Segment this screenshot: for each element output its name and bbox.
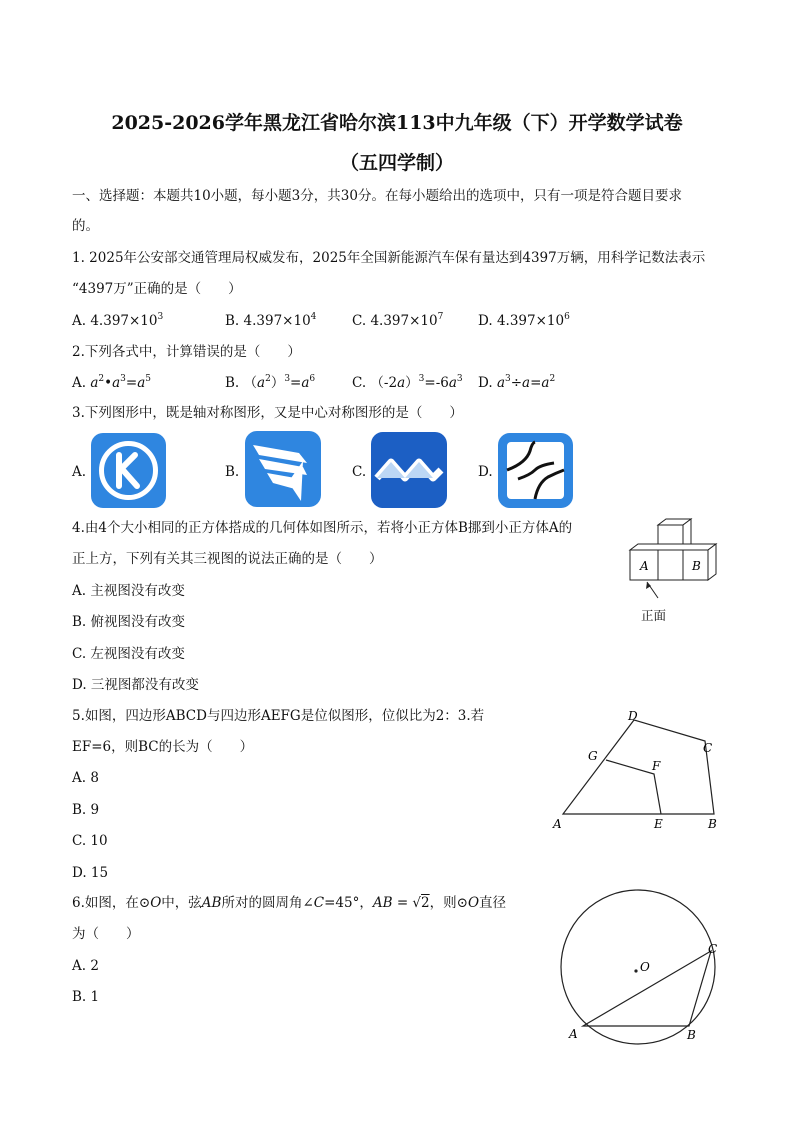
q3-option-d-label[interactable]: D. [478, 464, 493, 480]
q6-option-b[interactable]: B. 1 [72, 989, 100, 1005]
cube-middle-front [658, 550, 683, 580]
bottom-row-top [630, 544, 716, 550]
cube-label-b: B [692, 559, 701, 573]
quad-abcd [563, 720, 714, 814]
label-f: F [652, 759, 661, 773]
label-e: E [654, 817, 663, 831]
section-header-line2: 的。 [72, 218, 99, 234]
q1-stem-line2: “4397万”正确的是（ ） [72, 281, 242, 297]
q5-option-c[interactable]: C. 10 [72, 833, 108, 849]
page-title: 2025-2026学年黑龙江省哈尔滨113中九年级（下）开学数学试卷 [111, 112, 683, 134]
q3-option-a-label[interactable]: A. [72, 464, 87, 480]
q1-option-d[interactable]: D. $4.397\times 10^6$ [478, 312, 570, 329]
q4-stem-line2: 正上方，下列有关其三视图的说法正确的是（ ） [72, 551, 383, 567]
q3-stem: 3.下列图形中，既是轴对称图形，又是中心对称图形的是（ ） [72, 405, 463, 421]
q4-option-c[interactable]: C. 左视图没有改变 [72, 646, 185, 662]
q5-stem-line2: EF=6，则BC的长为（ ） [72, 739, 254, 755]
label-g: G [588, 749, 598, 763]
q1-stem-line1: 1. 2025年公安部交通管理局权威发布，2025年全国新能源汽车保有量达到4397万辆，用科学记数法表示 [72, 250, 706, 266]
circle-o [561, 890, 718, 1044]
q1-option-a[interactable]: A. $4.397\times 10^3$ [72, 312, 164, 329]
pinwheel-logo-icon[interactable] [498, 433, 573, 508]
label-o: O [640, 960, 650, 974]
label-a: A [553, 817, 562, 831]
q3-option-c-label[interactable]: C. [352, 464, 367, 480]
section-header [72, 186, 682, 206]
circle-figure [555, 880, 730, 1050]
label-c: C [708, 942, 718, 956]
cube-figure [620, 515, 730, 625]
label-c: C [703, 741, 713, 755]
q2-option-b[interactable]: B. $(a^2)^3=a^6$ [225, 374, 316, 391]
q6-stem-line1: 6.如图，在⊙O中，弦AB所对的圆周角∠C=45°，AB = √2，则⊙O直径 [72, 895, 507, 911]
q1-option-c[interactable]: C. $4.397\times 10^7$ [352, 312, 444, 329]
bottom-row-side [708, 544, 716, 580]
mountain-logo-icon[interactable] [371, 432, 447, 508]
ab-equals-sqrt2: AB = √2 [372, 895, 430, 911]
q2-option-c[interactable]: C. $(-2a)^3=-6a^3$ [352, 374, 463, 391]
q4-option-d[interactable]: D. 三视图都没有改变 [72, 677, 199, 693]
q2-option-d[interactable]: D. $a^3\div a=a^2$ [478, 374, 556, 391]
q2-option-a[interactable]: A. $a^2•a^3=a^5$ [72, 374, 152, 391]
q5-option-d[interactable]: D. 15 [72, 865, 109, 881]
cube-caption: 正面 [641, 608, 667, 623]
label-b: B [708, 817, 717, 831]
center-dot [634, 969, 637, 972]
kugou-k-icon[interactable] [91, 433, 166, 508]
quadrilateral-figure [548, 708, 728, 836]
section-header-line1: 一、选择题：本题共10小题，每小题3分，共30分。在每小题给出的选项中，只有一项是符合题目要求 [72, 188, 682, 204]
page-subtitle: （五四学制） [339, 152, 454, 174]
q5-stem-line1: 5.如图，四边形ABCD与四边形AEFG是位似图形，位似比为2：3.若 [72, 708, 485, 724]
label-b: B [687, 1028, 696, 1042]
label-a: A [569, 1027, 578, 1041]
q1-option-b[interactable]: B. $4.397\times 10^4$ [225, 312, 317, 329]
label-d: D [628, 709, 638, 723]
q5-option-a[interactable]: A. 8 [72, 770, 99, 786]
wing-logo-icon[interactable] [245, 431, 321, 507]
q4-option-b[interactable]: B. 俯视图没有改变 [72, 614, 186, 630]
q3-option-b-label[interactable]: B. [225, 464, 240, 480]
q5-option-b[interactable]: B. 9 [72, 802, 100, 818]
cube-label-a: A [640, 559, 649, 573]
view-arrow-head [646, 582, 651, 589]
q2-stem: 2.下列各式中，计算错误的是（ ） [72, 344, 301, 360]
q6-option-a[interactable]: A. 2 [72, 958, 99, 974]
q4-stem-line1: 4.由4个大小相同的正方体搭成的几何体如图所示，若将小正方体B挪到小正方体A的 [72, 520, 573, 536]
q4-option-a[interactable]: A. 主视图没有改变 [72, 583, 185, 599]
q6-stem-line2: 为（ ） [72, 926, 140, 942]
